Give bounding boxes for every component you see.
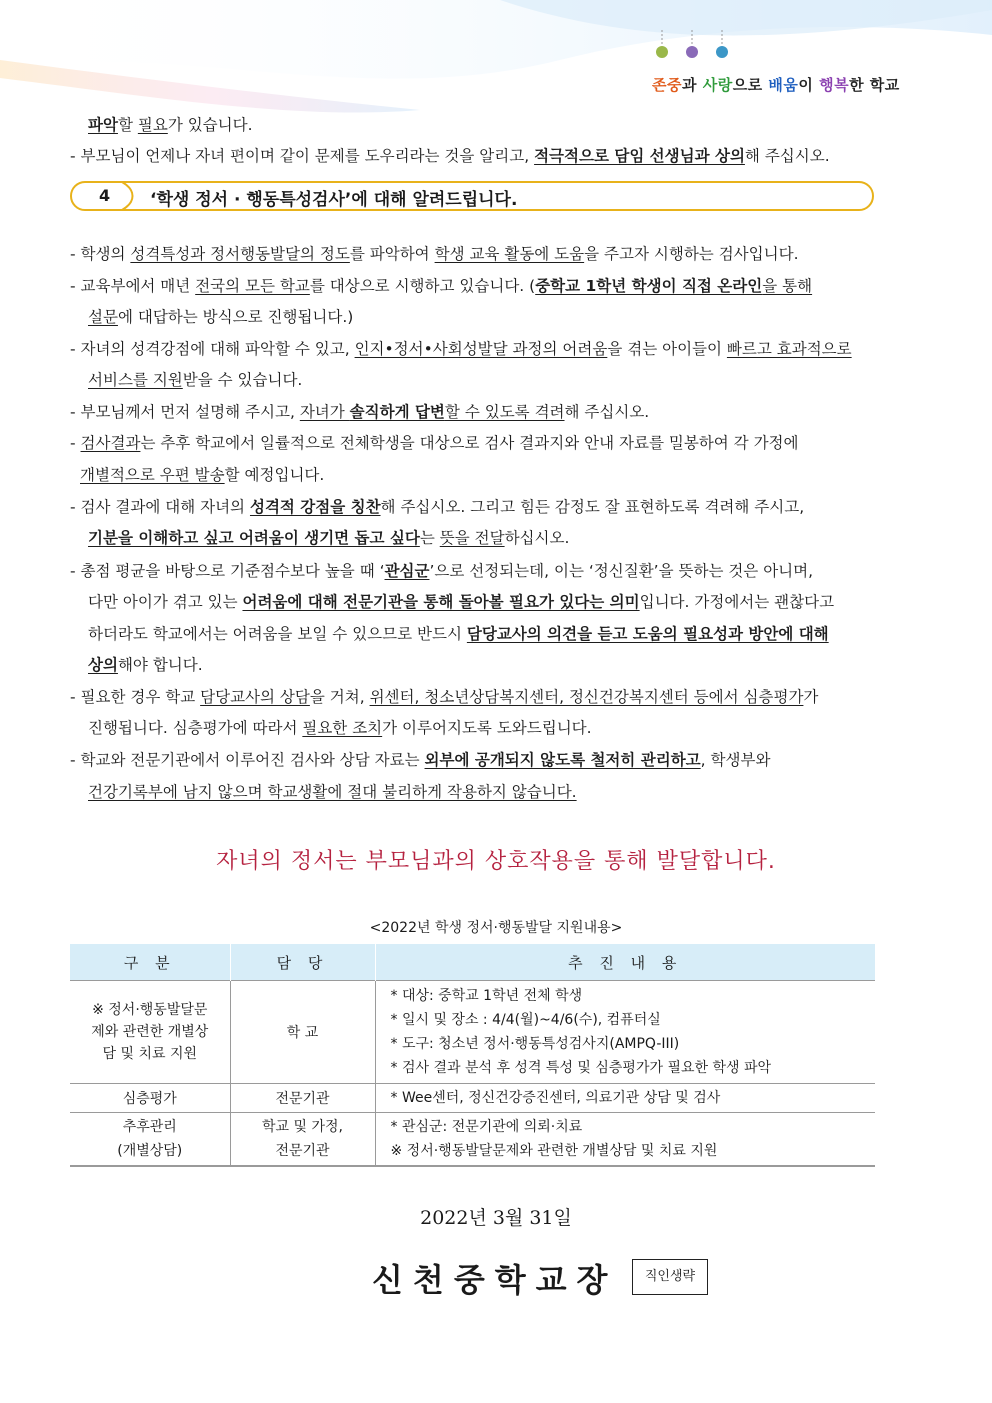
school-motto <box>652 74 900 95</box>
intro-line-1: 파악할 필요가 있습니다. <box>88 116 253 134</box>
motto-part: 으로 <box>732 76 769 94</box>
body-line: 서비스를 지원받을 수 있습니다. <box>88 371 303 389</box>
section-number: 4 <box>99 186 111 205</box>
motto-part: 한 학교 <box>849 76 900 94</box>
body-line: - 학생의 성격특성과 정서행동발달의 정도를 파악하여 학생 교육 활동에 도움을 주고자 시행하는 검사입니다. <box>70 245 799 263</box>
motto-part: 이 <box>798 76 820 94</box>
table-cell <box>375 1084 875 1113</box>
list-item: * Wee센터, 정신건강증진센터, 의료기관 상담 및 검사 <box>390 1090 721 1106</box>
principal-signature: 신천중학교장 <box>372 1261 618 1299</box>
table-cell <box>375 1113 875 1167</box>
body-line: - 검사결과는 추후 학교에서 일률적으로 전체학생을 대상으로 검사 결과지와 안내 자료를 밀봉하여 각 가정에 <box>70 434 799 452</box>
table-cell: ※ 정서·행동발달문 제와 관련한 개별상 담 및 치료 지원 <box>70 981 230 1084</box>
list-item: * 도구: 청소년 정서·행동특성검사지(AMPQ-III) <box>390 1036 680 1052</box>
body-line: 하더라도 학교에서는 어려움을 보일 수 있으므로 반드시 담당교사의 의견을 듣고 도움의 필요성과 방안에 대해 <box>88 625 829 643</box>
table-header-row <box>70 944 875 981</box>
section-heading <box>70 180 875 214</box>
table-cell: 심층평가 <box>70 1084 230 1113</box>
list-item: * 검사 결과 분석 후 성격 특성 및 심층평가가 필요한 학생 파악 <box>390 1060 772 1076</box>
table-cell <box>375 981 875 1084</box>
body-line: - 자녀의 성격강점에 대해 파악할 수 있고, 인지•정서•사회성발달 과정의 어려움을 겪는 아이들이 빠르고 효과적으로 <box>70 340 852 358</box>
list-item: * 일시 및 장소 : 4/4(월)~4/6(수), 컴퓨터실 <box>390 1012 661 1028</box>
motto-part: 행복 <box>819 76 850 94</box>
table-header-cell: 담 당 <box>230 944 375 981</box>
table-cell: 학교 및 가정, 전문기관 <box>230 1113 375 1167</box>
document-date: 2022년 3월 31일 <box>420 1207 572 1229</box>
motto-part: 사랑 <box>702 76 733 94</box>
seal-box: 직인생략 <box>632 1259 708 1295</box>
body-line: - 총점 평균을 바탕으로 기준점수보다 높을 때 ‘관심군’으로 선정되는데, 이는 ‘정신질환’을 뜻하는 것은 아니며, <box>70 562 814 580</box>
table-cell: 추후관리 (개별상담) <box>70 1113 230 1167</box>
slogan: 자녀의 정서는 부모님과의 상호작용을 통해 발달합니다. <box>216 849 776 874</box>
list-item: * 관심군: 전문기관에 의뢰·치료 <box>390 1119 583 1135</box>
body-line: - 검사 결과에 대해 자녀의 성격적 강점을 칭찬해 주십시오. 그리고 힘든 감정도 잘 표현하도록 격려해 주시고, <box>70 498 805 516</box>
table-row <box>70 981 875 1084</box>
table-header-cell: 추 진 내 용 <box>375 944 875 981</box>
decorative-dots <box>652 30 742 70</box>
body-line: - 학교와 전문기관에서 이루어진 검사와 상담 자료는 외부에 공개되지 않도록 철저히 관리하고, 학생부와 <box>70 751 771 769</box>
table-cell: 학 교 <box>230 981 375 1084</box>
body-line: - 필요한 경우 학교 담당교사의 상담을 거쳐, 위센터, 청소년상담복지센터, 정신건강복지센터 등에서 심층평가가 <box>70 688 819 706</box>
body-line: 다만 아이가 겪고 있는 어려움에 대해 전문기관을 통해 돌아볼 필요가 있다는 의미입니다. 가정에서는 괜찮다고 <box>88 593 835 611</box>
table-row <box>70 1084 875 1113</box>
list-item: * 대상: 중학교 1학년 전체 학생 <box>390 988 583 1004</box>
table-header-cell: 구 분 <box>70 944 230 981</box>
section-title: ‘학생 정서 · 행동특성검사’에 대해 알려드립니다. <box>150 190 518 210</box>
support-table <box>70 944 875 1167</box>
intro-line-2: - 부모님이 언제나 자녀 편이며 같이 문제를 도우리라는 것을 알리고, 적극적으로 담임 선생님과 상의해 주십시오. <box>70 147 830 165</box>
table-row <box>70 1113 875 1167</box>
body-line: 건강기록부에 남지 않으며 학교생활에 절대 불리하게 작용하지 않습니다. <box>88 783 577 801</box>
table-cell: 전문기관 <box>230 1084 375 1113</box>
body-line: - 교육부에서 매년 전국의 모든 학교를 대상으로 시행하고 있습니다. (중학교 1학년 학생이 직접 온라인을 통해 <box>70 277 813 295</box>
motto-part: 존중 <box>652 76 682 94</box>
body-line: 개별적으로 우편 발송할 예정입니다. <box>80 466 325 484</box>
motto-part: 과 <box>681 76 703 94</box>
body-line: 설문에 대답하는 방식으로 진행됩니다.) <box>88 308 354 326</box>
body-line: - 부모님께서 먼저 설명해 주시고, 자녀가 솔직하게 답변할 수 있도록 격려해 주십시오. <box>70 403 650 421</box>
body-line: 진행됩니다. 심층평가에 따라서 필요한 조치가 이루어지도록 도와드립니다. <box>88 719 592 737</box>
body-line: 기분을 이해하고 싶고 어려움이 생기면 돕고 싶다는 뜻을 전달하십시오. <box>88 529 570 547</box>
body-line: 상의해야 합니다. <box>88 656 203 674</box>
motto-part: 배움 <box>768 76 799 94</box>
list-item: ※ 정서·행동발달문제와 관련한 개별상담 및 치료 지원 <box>390 1143 718 1159</box>
table-caption: <2022년 학생 정서·행동발달 지원내용> <box>369 920 623 936</box>
